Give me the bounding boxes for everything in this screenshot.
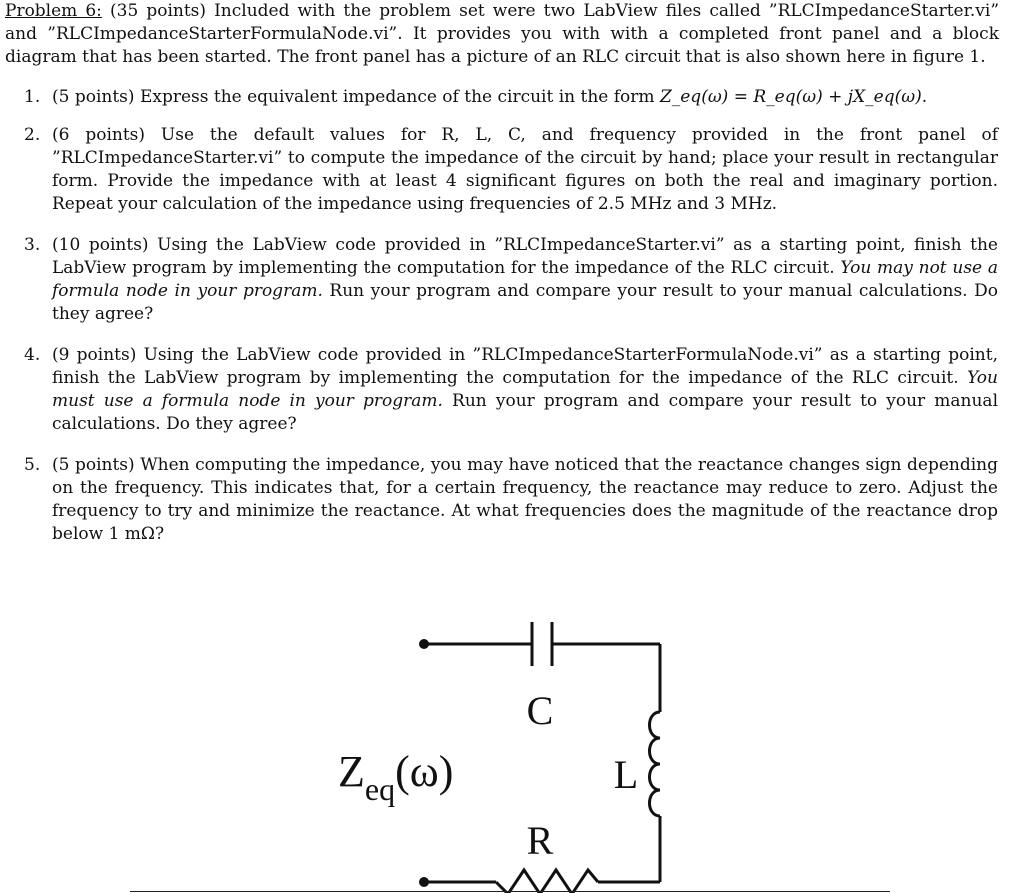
question-text: (6 points) Use the default values for R, L, C, and frequency provided in the front panel of ”RLCImpedanceStarter.vi” to compute the impedance of the circuit by hand; place your result in rectangular form. Provide the impedance with at least 4 significant figures on both the real and imaginary portion. Repeat your calculation of the impedance using frequencies of 2.5 MHz and 3 MHz. <box>52 125 998 214</box>
impedance-label-main: Z <box>338 747 365 796</box>
impedance-label-arg: (ω) <box>395 747 454 796</box>
question-text-end: . <box>921 87 928 107</box>
impedance-label-sub: eq <box>364 771 396 807</box>
impedance-label <box>338 747 453 807</box>
bottom-terminal-dot <box>419 877 429 887</box>
question-text: (10 points) Using the LabView code provided in ”RLCImpedanceStarter.vi” as a starting point, finish the LabView program by implementing the computation for the impedance of the RLC circuit. <box>52 235 998 278</box>
page-bottom-rule <box>130 891 890 892</box>
question-number: 4. <box>24 345 41 365</box>
impedance-formula: Z_eq(ω) = R_eq(ω) + jX_eq(ω) <box>659 87 922 107</box>
question-number: 5. <box>24 455 41 475</box>
question-text: (9 points) Using the LabView code provided in ”RLCImpedanceStarterFormulaNode.vi” as a starting point, finish the LabView program by implementing the computation for the impedance of the RLC circuit. <box>52 345 998 388</box>
inductor-label: L <box>613 752 639 797</box>
question-text: (5 points) When computing the impedance, you may have noticed that the reactance changes sign depending on the frequency. This indicates that, for a certain frequency, the reactance may reduce to zero. Adjust the frequency to try and minimize the reactance. At what frequencies does the magnitude of the reactance drop below 1 mΩ? <box>52 455 998 544</box>
problem-heading: Problem 6: <box>5 1 102 21</box>
rlc-circuit-diagram <box>320 600 700 893</box>
question-body <box>52 86 998 109</box>
inductor-coil <box>650 712 661 816</box>
question-number: 1. <box>24 87 41 107</box>
resistor-zigzag <box>496 870 598 893</box>
problem-intro-text: (35 points) Included with the problem set were two LabView files called ”RLCImpedanceStarter.vi” and ”RLCImpedanceStarterFormulaNode.vi”. It provides you with with a completed front panel and a block diagram that has been started. The front panel has a picture of an RLC circuit that is also shown here in figure 1. <box>5 1 1000 67</box>
question-emphasis: You may not use a formula node in your program. <box>52 258 998 301</box>
question-item-4 <box>24 344 998 436</box>
question-text-end: Run your program and compare your result to your manual calculations. Do they agree? <box>52 281 999 324</box>
question-item-1 <box>24 86 998 109</box>
resistor-label: R <box>526 818 554 863</box>
capacitor-label: C <box>526 688 554 733</box>
question-item-3 <box>24 234 998 326</box>
question-item-5 <box>24 454 998 546</box>
problem-intro <box>5 0 999 69</box>
question-emphasis: You must use a formula node in your program. <box>52 368 998 411</box>
question-number: 3. <box>24 235 41 255</box>
question-body <box>52 344 998 436</box>
question-body <box>52 234 998 326</box>
question-text: (5 points) Express the equivalent impedance of the circuit in the form <box>52 87 660 107</box>
question-item-2 <box>24 124 998 216</box>
question-text-end: Run your program and compare your result to your manual calculations. Do they agree? <box>52 391 999 434</box>
question-number: 2. <box>24 125 41 145</box>
